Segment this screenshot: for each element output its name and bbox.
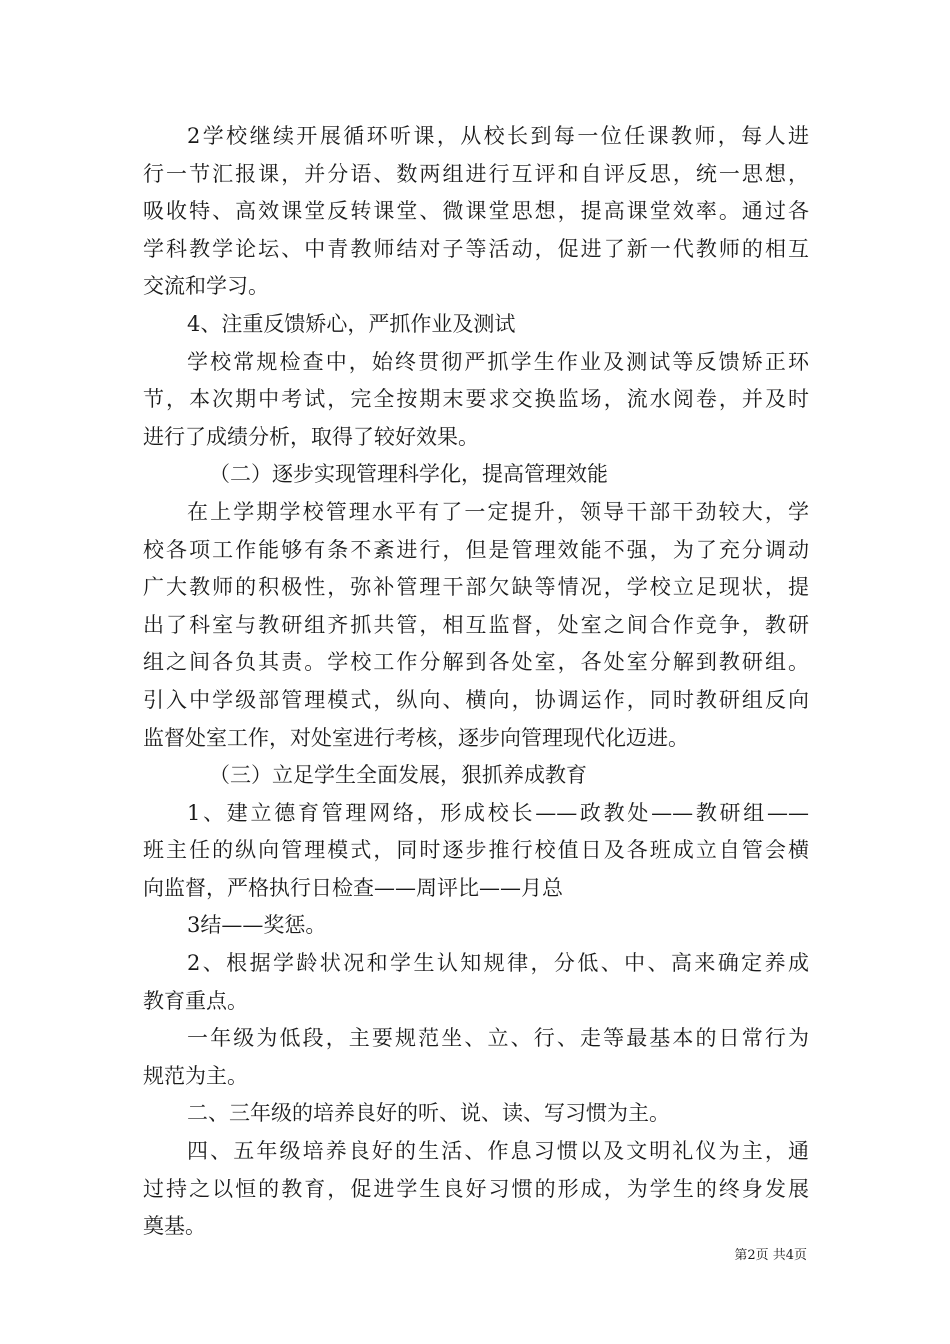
paragraph-line: 进行了成绩分析，取得了较好效果。 bbox=[143, 424, 479, 449]
paragraph-line: 二、三年级的培养良好的听、说、读、写习惯为主。 bbox=[187, 1101, 670, 1126]
paragraph-line: 行一节汇报课，并分语、数两组进行互评和自评反思，统一思想， bbox=[143, 161, 809, 186]
paragraph-line: 学科教学论坛、中青教师结对子等活动，促进了新一代教师的相互 bbox=[143, 236, 809, 261]
paragraph-line: 1、建立德育管理网络，形成校长——政教处——教研组—— bbox=[187, 800, 809, 825]
paragraph-line: 奠基。 bbox=[143, 1214, 206, 1239]
section-heading: （二）逐步实现管理科学化，提高管理效能 bbox=[209, 462, 608, 487]
paragraph-line: 监督处室工作，对处室进行考核，逐步向管理现代化迈进。 bbox=[143, 725, 689, 750]
paragraph-line: 组之间各负其责。学校工作分解到各处室，各处室分解到教研组。 bbox=[143, 650, 809, 675]
paragraph-line: 吸收特、高效课堂反转课堂、微课堂思想，提高课堂效率。通过各 bbox=[143, 199, 809, 224]
paragraph-line: 校各项工作能够有条不紊进行，但是管理效能不强，为了充分调动 bbox=[143, 537, 809, 562]
paragraph-line: 班主任的纵向管理模式，同时逐步推行校值日及各班成立自管会横 bbox=[143, 838, 809, 863]
paragraph-line: 2、根据学龄状况和学生认知规律，分低、中、高来确定养成 bbox=[187, 951, 809, 976]
document-body bbox=[143, 118, 809, 1246]
paragraph-line: 广大教师的积极性，弥补管理干部欠缺等情况，学校立足现状，提 bbox=[143, 575, 809, 600]
paragraph-line: 过持之以恒的教育，促进学生良好习惯的形成，为学生的终身发展 bbox=[143, 1176, 809, 1201]
paragraph-line: 四、五年级培养良好的生活、作息习惯以及文明礼仪为主，通 bbox=[187, 1139, 809, 1164]
paragraph-line: 2学校继续开展循环听课，从校长到每一位任课教师，每人进 bbox=[187, 124, 809, 148]
section-heading: 4、注重反馈矫心，严抓作业及测试 bbox=[187, 311, 516, 336]
section-heading: （三）立足学生全面发展，狠抓养成教育 bbox=[209, 763, 587, 788]
paragraph-line: 规范为主。 bbox=[143, 1063, 248, 1088]
paragraph-line: 节，本次期中考试，完全按期末要求交换监场，流水阅卷，并及时 bbox=[143, 387, 809, 412]
paragraph-line: 引入中学级部管理模式，纵向、横向，协调运作，同时教研组反向 bbox=[143, 687, 809, 712]
page-number-footer: 第2页 共4页 bbox=[734, 1248, 807, 1263]
paragraph-line: 向监督，严格执行日检查——周评比——月总 bbox=[143, 875, 563, 900]
paragraph-line: 交流和学习。 bbox=[143, 274, 269, 299]
paragraph-line: 在上学期学校管理水平有了一定提升，领导干部干劲较大，学 bbox=[187, 499, 809, 524]
paragraph-line: 教育重点。 bbox=[143, 988, 248, 1013]
paragraph-line: 3结——奖惩。 bbox=[187, 913, 327, 938]
paragraph-line: 学校常规检查中，始终贯彻严抓学生作业及测试等反馈矫正环 bbox=[187, 349, 809, 374]
paragraph-line: 一年级为低段，主要规范坐、立、行、走等最基本的日常行为 bbox=[187, 1026, 809, 1051]
paragraph-line: 出了科室与教研组齐抓共管，相互监督，处室之间合作竞争，教研 bbox=[143, 612, 809, 637]
